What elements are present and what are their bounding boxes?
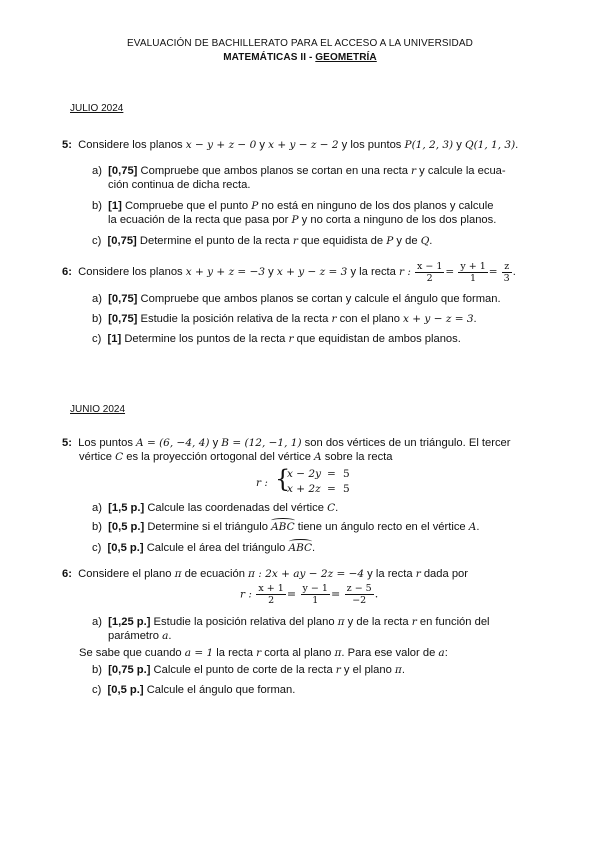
julio-q5-statement: 5: Considere los planos x − y + z − 0 y x + y − z − 2 y los puntos P(1, 2, 3) y Q(1, 1, 3). — [62, 139, 519, 151]
julio-q5-item-a-cont: ción continua de dicha recta. — [108, 179, 251, 191]
junio-q5-item-a: a) [1,5 p.] Calcule las coordenadas del vértice C. — [92, 502, 339, 514]
julio-q6-item-c: c) [1] Determine los puntos de la recta r que equidistan de ambos planos. — [92, 333, 461, 345]
junio-q5-item-c: c) [0,5 p.] Calcule el área del triángulo ABC. — [92, 542, 316, 554]
julio-q5-item-b: b) [1] Compruebe que el punto P no está en ninguno de los dos planos y calcule — [92, 200, 494, 212]
system-brace: { — [275, 465, 291, 493]
junio-q6-item-c: c) [0,5 p.] Calcule el ángulo que forman. — [92, 684, 296, 696]
julio-q6-statement: 6: Considere los planos x + y + z = −3 y x + y − z = 3 y la recta r : $\frac{x - 1}{2}$ = $\frac{y + 1}{1}$ = $\frac{z}{3}$ . — [62, 260, 516, 284]
junio-q6-item-b: b) [0,75 p.] Calcule el punto de corte de la recta r y el plano π. — [92, 664, 405, 676]
section-title-julio: JULIO 2024 — [70, 103, 124, 114]
junio-q6-item-a: a) [1,25 p.] Estudie la posición relativa del plano π y de la recta r en función del — [92, 616, 490, 628]
junio-q6-item-a-cont: parámetro a. — [108, 630, 172, 642]
junio-q5-statement-cont: vértice C es la proyección ortogonal del vértice A sobre la recta — [79, 451, 393, 463]
julio-q6-item-b: b) [0,75] Estudie la posición relativa de la recta r con el plano x + y − z = 3. — [92, 313, 477, 325]
julio-q5-item-c: c) [0,75] Determine el punto de la recta r que equidista de P y de Q. — [92, 235, 433, 247]
fraction-y: $\frac{y - 1}{1}$ — [302, 583, 328, 606]
fraction-x: $\frac{x + 1}{2}$ — [258, 583, 284, 606]
julio-q6-item-a: a) [0,75] Compruebe que ambos planos se cortan y calcule el ángulo que forman. — [92, 293, 501, 305]
fraction-z: $\frac{z}{3}$ — [503, 260, 510, 284]
junio-q6-statement-2: Se sabe que cuando a = 1 la recta r corta al plano π. Para ese valor de a: — [79, 647, 448, 659]
junio-q5-statement: 5: Los puntos A = (6, −4, 4) y B = (12, −1, 1) son dos vértices de un triángulo. El tercer — [62, 437, 511, 449]
system-eq2: x + 2z — [287, 483, 321, 495]
exam-header-subject: MATEMÁTICAS II - GEOMETRÍA — [223, 52, 377, 63]
fraction-z: $\frac{z - 5}{-2}$ — [346, 583, 372, 606]
system-eq1: x − 2y — [287, 468, 322, 480]
system-eq1-rhs: 5 — [343, 468, 350, 480]
system-eq2-rhs: 5 — [343, 483, 350, 495]
system-label: r : — [256, 477, 268, 489]
junio-q5-item-b: b) [0,5 p.] Determine si el triángulo ABC tiene un ángulo recto en el vértice A. — [92, 521, 480, 533]
section-title-junio: JUNIO 2024 — [70, 404, 126, 415]
system-eq2-sign: = — [327, 483, 336, 495]
junio-q6-statement: 6: Considere el plano π de ecuación π : 2x + ay − 2z = −4 y la recta r dada por — [62, 568, 468, 580]
fraction-x: $\frac{x - 1}{2}$ — [417, 260, 443, 284]
julio-q5-item-b-cont: la ecuación de la recta que pasa por P y no corta a ninguno de los dos planos. — [108, 214, 497, 226]
exam-header-title: EVALUACIÓN DE BACHILLERATO PARA EL ACCESO A LA UNIVERSIDAD — [127, 38, 473, 49]
julio-q5-item-a: a) [0,75] Compruebe que ambos planos se cortan en una recta r y calcule la ecua- — [92, 165, 506, 177]
system-eq1-sign: = — [327, 468, 336, 480]
junio-q6-line-equation: r : $\frac{x + 1}{2}$ = $\frac{y - 1}{1}$ = $\frac{z - 5}{-2}$ . — [240, 583, 379, 606]
fraction-y: $\frac{y + 1}{1}$ — [460, 260, 486, 284]
